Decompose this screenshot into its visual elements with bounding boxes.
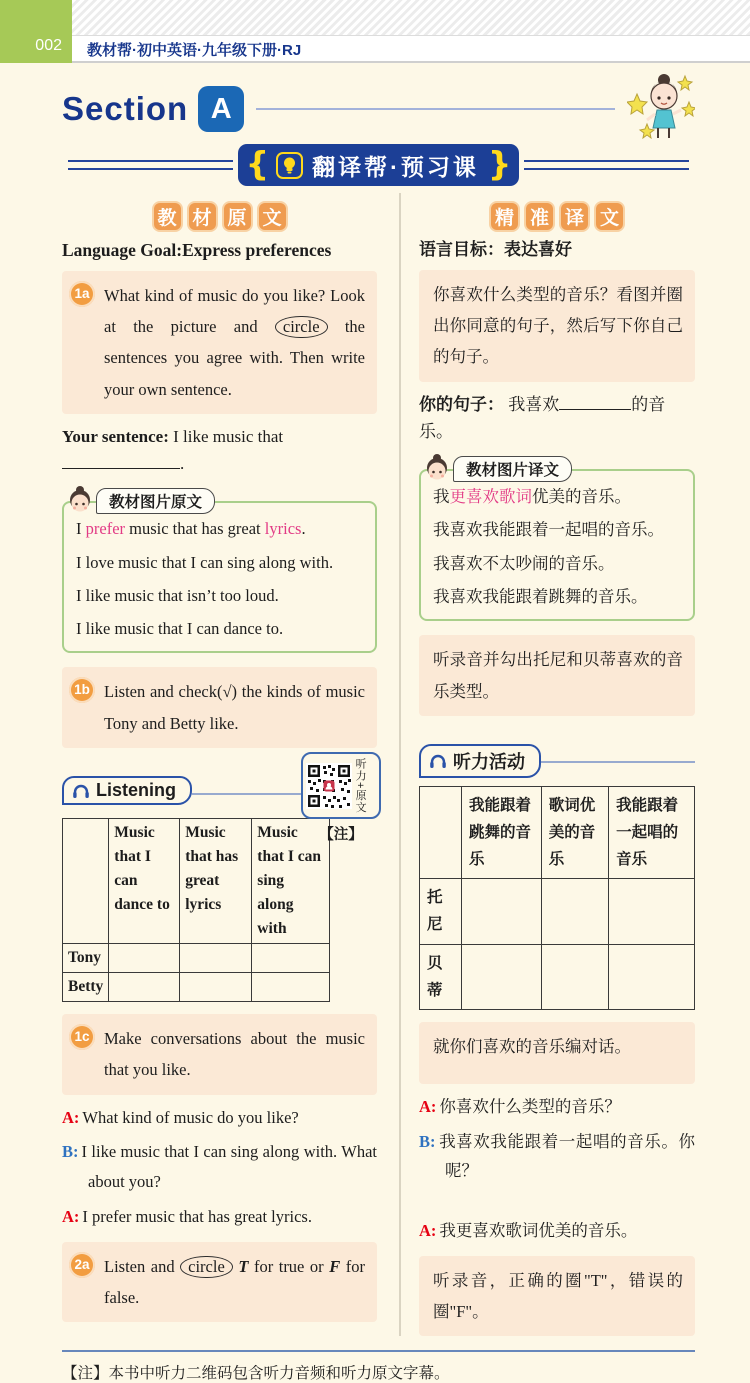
listening-header-row xyxy=(62,758,377,844)
picture-sentence xyxy=(433,586,683,608)
banner-title: 翻译帮·预习课 xyxy=(312,153,479,180)
text-segment: 我 xyxy=(433,487,450,507)
qr-code-block xyxy=(301,752,381,844)
task-2a-translation xyxy=(433,1271,683,1321)
footnote-marker: 【注】 xyxy=(319,827,363,844)
dialog-en xyxy=(62,1103,377,1232)
dialog-speaker: A: xyxy=(62,1107,80,1127)
write-in-blank xyxy=(62,454,180,469)
table-corner-cell xyxy=(420,786,462,878)
answer-cell xyxy=(252,973,330,1002)
lightbulb-icon xyxy=(276,152,303,179)
text-segment: What kind of music do you like? Look at the picture and xyxy=(104,285,365,336)
badge-character-tile: 材 xyxy=(189,203,216,230)
dialog-text: 我更喜欢歌词优美的音乐。 xyxy=(439,1220,638,1240)
task-number-badge: 1b xyxy=(69,677,95,703)
text-segment: prefer xyxy=(85,519,126,539)
text-segment: 优美的音乐。 xyxy=(532,487,631,507)
task-1c-box xyxy=(62,1014,377,1095)
table-row xyxy=(420,944,695,1009)
footnote-text: 【注】本书中听力二维码包含听力音频和听力原文字幕。 xyxy=(62,1365,450,1383)
listening-table-zh-wrap xyxy=(419,786,695,1010)
listening-table-en-wrap xyxy=(62,818,377,1002)
answer-cell xyxy=(609,944,695,1009)
table-row xyxy=(63,973,330,1002)
language-goal-label: Language Goal: xyxy=(62,240,183,260)
task-number-badge: 2a xyxy=(69,1252,95,1278)
text-segment: T xyxy=(238,1256,249,1276)
listening-rule-line xyxy=(541,761,695,763)
text-segment: Listen and check(√) the kinds of music Tony and Betty like. xyxy=(104,682,365,733)
your-sentence-label-zh: 你的句子： xyxy=(419,394,504,414)
answer-cell xyxy=(180,973,252,1002)
language-goal-text-zh: 表达喜好 xyxy=(504,240,572,259)
qr-code-frame xyxy=(301,752,381,819)
picture-sentence xyxy=(433,486,683,508)
listening-label: Listening xyxy=(96,780,176,800)
picture-box-label: 教材图片原文 xyxy=(96,488,215,514)
table-row-label: 托尼 xyxy=(420,879,462,944)
picture-sentence xyxy=(433,553,683,575)
picture-sentence xyxy=(76,618,365,640)
section-title: Section xyxy=(62,90,189,127)
circled-word: circle xyxy=(180,1256,233,1279)
table-row xyxy=(63,944,330,973)
listening-label-zh: 听力活动 xyxy=(453,751,525,772)
text-segment: . xyxy=(301,519,306,539)
badge-character-tile: 原 xyxy=(224,203,251,230)
your-sentence-label: Your sentence: xyxy=(62,426,169,446)
series-title: 教材帮·初中英语·九年级下册·RJ xyxy=(87,41,302,59)
dialog-speaker: B: xyxy=(62,1142,79,1162)
text-segment: Listen and xyxy=(104,1256,181,1276)
task-1b-translation xyxy=(433,650,683,700)
task-number-badge: 1a xyxy=(69,281,95,307)
text-segment: for false. xyxy=(104,1256,365,1307)
picture-sentence xyxy=(76,585,365,607)
footnote-rule xyxy=(62,1350,695,1352)
answer-cell xyxy=(109,973,180,1002)
text-segment: for true or xyxy=(248,1256,330,1276)
section-title-row xyxy=(62,81,695,137)
badge-character-tile: 准 xyxy=(526,203,553,230)
answer-cell xyxy=(462,944,542,1009)
text-segment: 就你们喜欢的音乐编对话。 xyxy=(433,1036,631,1056)
dialog-line xyxy=(62,1137,377,1196)
text-segment: 听录音并勾出托尼和贝蒂喜欢的音乐类型。 xyxy=(433,650,683,701)
task-1a-text xyxy=(104,286,365,399)
girl-face-icon xyxy=(65,484,95,517)
picture-sentence xyxy=(76,518,365,540)
dialog-text: I like music that I can sing along with. What about you? xyxy=(81,1142,377,1192)
your-sentence-stem: I like music that xyxy=(173,426,284,446)
table-row-label: 贝蒂 xyxy=(420,944,462,1009)
listening-tag xyxy=(419,744,541,778)
dialog-speaker: A: xyxy=(419,1096,437,1116)
table-column-header: Music that has great lyrics xyxy=(180,819,252,944)
picture-sentence xyxy=(76,552,365,574)
table-column-header: Music that I can sing along with xyxy=(252,819,330,944)
dialog-line xyxy=(62,1103,377,1133)
task-1a-translation xyxy=(433,285,683,367)
lesson-banner xyxy=(238,144,520,186)
language-goal-line xyxy=(62,238,377,263)
translation-column xyxy=(399,193,695,1336)
section-divider-line xyxy=(256,108,615,110)
left-brace-decoration: { xyxy=(245,144,270,183)
listening-tag xyxy=(62,776,192,805)
your-sentence-line xyxy=(62,423,377,477)
qr-caption: 听力+原文 xyxy=(354,758,367,814)
text-segment: the sentences you agree with. Then write your own sentence. xyxy=(104,316,365,399)
page-header xyxy=(0,0,750,63)
page-content xyxy=(0,63,750,1383)
section-letter-badge: A xyxy=(198,86,244,132)
answer-cell xyxy=(541,879,608,944)
your-sentence-stem-zh: 我喜欢 xyxy=(508,394,560,414)
task-1b-box xyxy=(62,667,377,748)
task-2a-translation-box xyxy=(419,1256,695,1337)
text-segment: 我喜欢我能跟着一起唱的音乐。 xyxy=(433,520,664,540)
table-row xyxy=(420,879,695,944)
lesson-banner-row xyxy=(62,143,695,187)
text-segment: Make conversations about the music that you like. xyxy=(104,1029,365,1080)
answer-cell xyxy=(609,879,695,944)
language-goal-line-zh xyxy=(419,238,695,262)
task-2a-box xyxy=(62,1242,377,1323)
headphones-icon xyxy=(429,752,447,769)
table-column-header: 歌词优美的音乐 xyxy=(541,786,608,878)
table-row-label: Tony xyxy=(63,944,109,973)
dialog-text: What kind of music do you like? xyxy=(82,1107,299,1127)
answer-cell xyxy=(109,944,180,973)
text-segment: I like music that isn’t too loud. xyxy=(76,585,279,605)
table-row-label: Betty xyxy=(63,973,109,1002)
your-sentence-line-zh xyxy=(419,391,695,445)
hatch-decoration xyxy=(72,0,750,36)
picture-box-label: 教材图片译文 xyxy=(453,456,572,482)
listening-table xyxy=(62,818,330,1002)
table-column-header: 我能跟着一起唱的音乐 xyxy=(609,786,695,878)
dialog-speaker: A: xyxy=(419,1220,437,1240)
dialog-speaker: A: xyxy=(62,1206,80,1226)
dialog-line xyxy=(419,1216,695,1246)
text-segment: music that has great xyxy=(125,519,265,539)
sentence-period: . xyxy=(180,454,185,474)
table-column-header: Music that I can dance to xyxy=(109,819,180,944)
text-segment: 听录音，正确的圈"T"，错误的圈"F"。 xyxy=(433,1270,683,1321)
dialog-line xyxy=(62,1202,377,1232)
picture-sentence xyxy=(433,519,683,541)
table-column-header: 我能跟着跳舞的音乐 xyxy=(462,786,542,878)
dialog-speaker: B: xyxy=(419,1131,436,1151)
headphones-icon xyxy=(72,782,90,799)
dialog-text: I prefer music that has great lyrics. xyxy=(82,1206,312,1226)
picture-sentences xyxy=(76,518,365,640)
task-1a-translation-box xyxy=(419,270,695,382)
page-number-box xyxy=(0,0,72,63)
task-2a-text xyxy=(104,1257,365,1307)
answer-cell xyxy=(180,944,252,973)
girl-mascot-illustration xyxy=(627,72,695,146)
text-segment: 我喜欢不太吵闹的音乐。 xyxy=(433,553,615,573)
text-segment: I xyxy=(76,519,86,539)
two-column-layout xyxy=(62,193,695,1336)
translation-badge xyxy=(419,201,695,232)
series-row xyxy=(72,37,750,63)
right-brace-decoration: } xyxy=(487,144,512,183)
qr-code-image xyxy=(306,763,352,809)
language-goal-label-zh: 语言目标： xyxy=(419,240,504,259)
dialog-line xyxy=(419,1092,695,1122)
listening-header-row-zh xyxy=(419,736,695,784)
text-segment: 我喜欢我能跟着跳舞的音乐。 xyxy=(433,587,648,606)
task-1a-box xyxy=(62,271,377,414)
your-sentence-tail-zh: 的音乐。 xyxy=(419,394,666,442)
original-text-column xyxy=(62,193,399,1336)
task-1b-translation-box xyxy=(419,635,695,716)
dialog-text: 我喜欢我能跟着一起唱的音乐。你呢？ xyxy=(438,1131,695,1181)
text-segment: I like music that I can dance to. xyxy=(76,619,284,639)
task-1b-text xyxy=(104,682,365,732)
dialog-text: 你喜欢什么类型的音乐？ xyxy=(439,1096,621,1116)
page-number: 002 xyxy=(35,37,62,54)
dialog-zh xyxy=(419,1092,695,1246)
circled-word: circle xyxy=(275,316,328,339)
task-number-badge: 1c xyxy=(69,1024,95,1050)
badge-character-tile: 文 xyxy=(596,203,623,230)
badge-character-tile: 教 xyxy=(154,203,181,230)
text-segment: F xyxy=(329,1256,341,1276)
listening-table xyxy=(419,786,695,1010)
text-segment: lyrics xyxy=(264,519,302,539)
textbook-picture-original-box xyxy=(62,494,377,653)
table-corner-cell xyxy=(63,819,109,944)
answer-cell xyxy=(462,879,542,944)
picture-sentences-zh xyxy=(433,486,683,608)
task-1c-translation-box xyxy=(419,1022,695,1084)
girl-face-icon xyxy=(422,452,452,485)
original-text-badge xyxy=(62,201,377,232)
task-1c-text xyxy=(104,1029,365,1079)
text-segment: 更喜欢歌词 xyxy=(449,487,532,507)
write-in-blank xyxy=(559,395,631,410)
text-segment: I love music that I can sing along with. xyxy=(76,552,334,572)
answer-cell xyxy=(541,944,608,1009)
badge-character-tile: 译 xyxy=(561,203,588,230)
text-segment: 你喜欢什么类型的音乐？看图并圈出你同意的句子，然后写下你自己的句子。 xyxy=(433,284,683,367)
answer-cell xyxy=(252,944,330,973)
badge-character-tile: 精 xyxy=(491,203,518,230)
language-goal-text: Express preferences xyxy=(182,240,332,260)
badge-character-tile: 文 xyxy=(259,203,286,230)
task-1c-translation xyxy=(433,1037,631,1056)
dialog-line xyxy=(419,1127,695,1186)
textbook-picture-translation-box xyxy=(419,462,695,621)
